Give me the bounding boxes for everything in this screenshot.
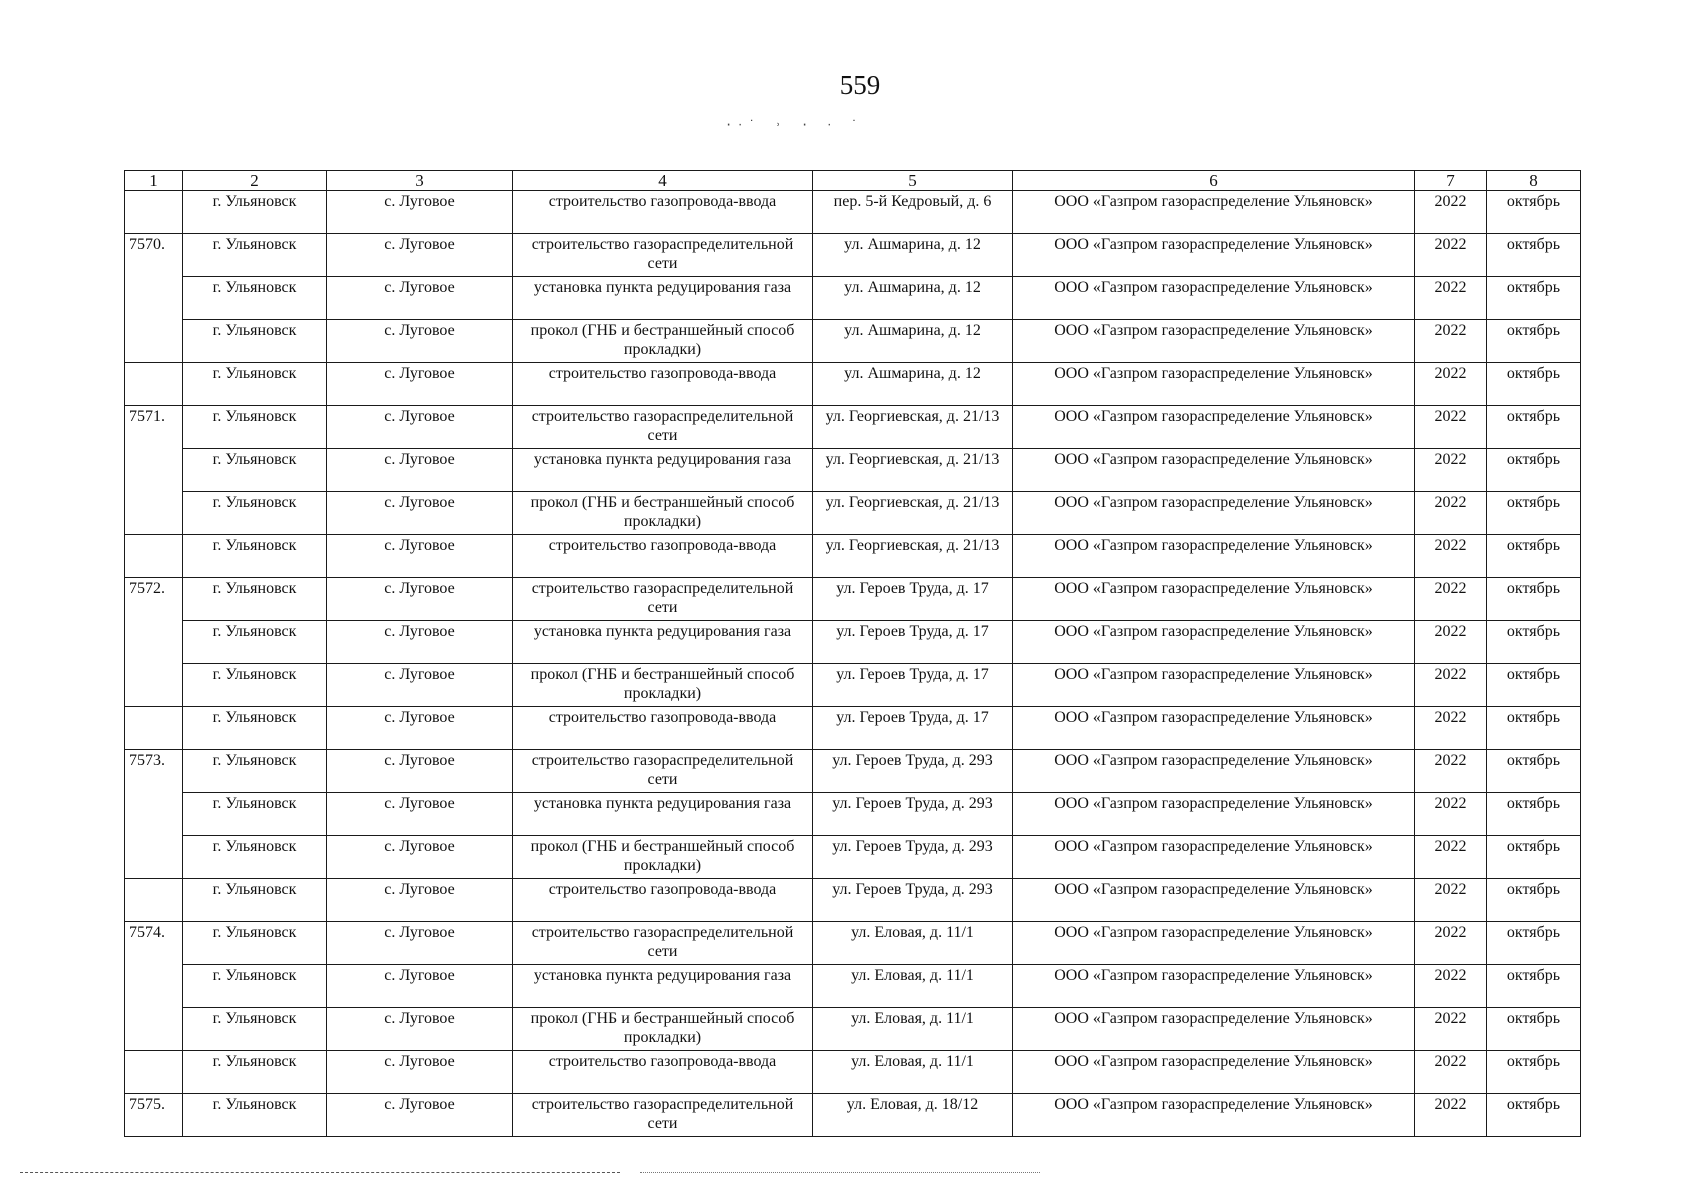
city-cell: г. Ульяновск [183, 1008, 327, 1051]
year-cell: 2022 [1415, 320, 1487, 363]
organization-cell: ООО «Газпром газораспределение Ульяновск» [1013, 535, 1415, 578]
row-number [125, 1051, 183, 1094]
year-cell: 2022 [1415, 750, 1487, 793]
work-type-cell: строительство газораспределительной сети [513, 750, 813, 793]
organization-cell: ООО «Газпром газораспределение Ульяновск» [1013, 406, 1415, 449]
row-number [125, 277, 183, 320]
address-cell: ул. Героев Труда, д. 293 [813, 793, 1013, 836]
work-type-cell: строительство газопровода-ввода [513, 879, 813, 922]
table-row [125, 750, 1581, 793]
month-cell: октябрь [1487, 922, 1581, 965]
row-number [125, 363, 183, 406]
row-number [125, 621, 183, 664]
city-cell: г. Ульяновск [183, 277, 327, 320]
address-cell: ул. Ашмарина, д. 12 [813, 234, 1013, 277]
organization-cell: ООО «Газпром газораспределение Ульяновск» [1013, 750, 1415, 793]
locality-cell: с. Луговое [327, 793, 513, 836]
organization-cell: ООО «Газпром газораспределение Ульяновск» [1013, 1094, 1415, 1137]
city-cell: г. Ульяновск [183, 1051, 327, 1094]
year-cell: 2022 [1415, 191, 1487, 234]
row-number: 7573. [125, 750, 183, 793]
address-cell: ул. Героев Труда, д. 17 [813, 621, 1013, 664]
col-header-5: 5 [813, 171, 1013, 191]
year-cell: 2022 [1415, 363, 1487, 406]
city-cell: г. Ульяновск [183, 234, 327, 277]
month-cell: октябрь [1487, 320, 1581, 363]
organization-cell: ООО «Газпром газораспределение Ульяновск» [1013, 1008, 1415, 1051]
work-type-cell: строительство газопровода-ввода [513, 535, 813, 578]
city-cell: г. Ульяновск [183, 363, 327, 406]
year-cell: 2022 [1415, 1094, 1487, 1137]
year-cell: 2022 [1415, 879, 1487, 922]
locality-cell: с. Луговое [327, 449, 513, 492]
work-type-cell: прокол (ГНБ и бестраншейный способ прокладки) [513, 664, 813, 707]
month-cell: октябрь [1487, 277, 1581, 320]
table-row [125, 707, 1581, 750]
work-type-cell: прокол (ГНБ и бестраншейный способ прокладки) [513, 492, 813, 535]
address-cell: ул. Георгиевская, д. 21/13 [813, 406, 1013, 449]
month-cell: октябрь [1487, 793, 1581, 836]
locality-cell: с. Луговое [327, 234, 513, 277]
row-number: 7572. [125, 578, 183, 621]
work-type-cell: строительство газораспределительной сети [513, 406, 813, 449]
month-cell: октябрь [1487, 1008, 1581, 1051]
col-header-3: 3 [327, 171, 513, 191]
locality-cell: с. Луговое [327, 1094, 513, 1137]
month-cell: октябрь [1487, 965, 1581, 1008]
organization-cell: ООО «Газпром газораспределение Ульяновск» [1013, 664, 1415, 707]
month-cell: октябрь [1487, 234, 1581, 277]
city-cell: г. Ульяновск [183, 535, 327, 578]
work-type-cell: установка пункта редуцирования газа [513, 621, 813, 664]
organization-cell: ООО «Газпром газораспределение Ульяновск» [1013, 707, 1415, 750]
year-cell: 2022 [1415, 1051, 1487, 1094]
organization-cell: ООО «Газпром газораспределение Ульяновск» [1013, 234, 1415, 277]
page-number: 559 [839, 70, 881, 100]
col-header-2: 2 [183, 171, 327, 191]
year-cell: 2022 [1415, 234, 1487, 277]
address-cell: ул. Георгиевская, д. 21/13 [813, 492, 1013, 535]
organization-cell: ООО «Газпром газораспределение Ульяновск» [1013, 879, 1415, 922]
table-row [125, 191, 1581, 234]
table-row [125, 535, 1581, 578]
city-cell: г. Ульяновск [183, 965, 327, 1008]
locality-cell: с. Луговое [327, 707, 513, 750]
city-cell: г. Ульяновск [183, 492, 327, 535]
address-cell: ул. Георгиевская, д. 21/13 [813, 535, 1013, 578]
address-cell: ул. Еловая, д. 11/1 [813, 922, 1013, 965]
address-cell: ул. Еловая, д. 18/12 [813, 1094, 1013, 1137]
table-header [125, 171, 1581, 191]
year-cell: 2022 [1415, 1008, 1487, 1051]
table-row [125, 965, 1581, 1008]
table-body [125, 191, 1581, 1137]
row-number [125, 1008, 183, 1051]
table-row [125, 621, 1581, 664]
city-cell: г. Ульяновск [183, 191, 327, 234]
scan-artifact-marks: ·‧˙ ˒ · ‧ ˙ [725, 118, 864, 132]
table-row [125, 277, 1581, 320]
work-type-cell: прокол (ГНБ и бестраншейный способ прокладки) [513, 320, 813, 363]
address-cell: ул. Героев Труда, д. 17 [813, 578, 1013, 621]
address-cell: ул. Еловая, д. 11/1 [813, 1051, 1013, 1094]
locality-cell: с. Луговое [327, 406, 513, 449]
bottom-rule [20, 1172, 620, 1173]
table-row [125, 1051, 1581, 1094]
year-cell: 2022 [1415, 836, 1487, 879]
year-cell: 2022 [1415, 707, 1487, 750]
year-cell: 2022 [1415, 492, 1487, 535]
work-type-cell: установка пункта редуцирования газа [513, 793, 813, 836]
table-row [125, 492, 1581, 535]
year-cell: 2022 [1415, 664, 1487, 707]
year-cell: 2022 [1415, 406, 1487, 449]
col-header-1: 1 [125, 171, 183, 191]
table-row [125, 922, 1581, 965]
address-cell: ул. Героев Труда, д. 17 [813, 707, 1013, 750]
month-cell: октябрь [1487, 1094, 1581, 1137]
address-cell: ул. Героев Труда, д. 293 [813, 750, 1013, 793]
table-row [125, 1094, 1581, 1137]
year-cell: 2022 [1415, 535, 1487, 578]
address-cell: пер. 5-й Кедровый, д. 6 [813, 191, 1013, 234]
work-type-cell: прокол (ГНБ и бестраншейный способ прокладки) [513, 836, 813, 879]
work-type-cell: строительство газопровода-ввода [513, 707, 813, 750]
locality-cell: с. Луговое [327, 492, 513, 535]
row-number: 7574. [125, 922, 183, 965]
row-number: 7570. [125, 234, 183, 277]
month-cell: октябрь [1487, 449, 1581, 492]
locality-cell: с. Луговое [327, 320, 513, 363]
row-number [125, 535, 183, 578]
address-cell: ул. Героев Труда, д. 17 [813, 664, 1013, 707]
month-cell: октябрь [1487, 492, 1581, 535]
organization-cell: ООО «Газпром газораспределение Ульяновск» [1013, 191, 1415, 234]
locality-cell: с. Луговое [327, 1051, 513, 1094]
city-cell: г. Ульяновск [183, 578, 327, 621]
year-cell: 2022 [1415, 922, 1487, 965]
month-cell: октябрь [1487, 836, 1581, 879]
row-number [125, 191, 183, 234]
row-number [125, 707, 183, 750]
city-cell: г. Ульяновск [183, 750, 327, 793]
work-type-cell: установка пункта редуцирования газа [513, 965, 813, 1008]
city-cell: г. Ульяновск [183, 406, 327, 449]
locality-cell: с. Луговое [327, 879, 513, 922]
month-cell: октябрь [1487, 406, 1581, 449]
table-row [125, 234, 1581, 277]
year-cell: 2022 [1415, 965, 1487, 1008]
city-cell: г. Ульяновск [183, 879, 327, 922]
month-cell: октябрь [1487, 1051, 1581, 1094]
address-cell: ул. Георгиевская, д. 21/13 [813, 449, 1013, 492]
organization-cell: ООО «Газпром газораспределение Ульяновск» [1013, 793, 1415, 836]
work-type-cell: строительство газораспределительной сети [513, 1094, 813, 1137]
address-cell: ул. Ашмарина, д. 12 [813, 363, 1013, 406]
address-cell: ул. Еловая, д. 11/1 [813, 1008, 1013, 1051]
table-row [125, 363, 1581, 406]
col-header-8: 8 [1487, 171, 1581, 191]
organization-cell: ООО «Газпром газораспределение Ульяновск» [1013, 922, 1415, 965]
organization-cell: ООО «Газпром газораспределение Ульяновск» [1013, 621, 1415, 664]
locality-cell: с. Луговое [327, 191, 513, 234]
month-cell: октябрь [1487, 664, 1581, 707]
city-cell: г. Ульяновск [183, 320, 327, 363]
locality-cell: с. Луговое [327, 836, 513, 879]
address-cell: ул. Еловая, д. 11/1 [813, 965, 1013, 1008]
row-number [125, 965, 183, 1008]
row-number [125, 836, 183, 879]
city-cell: г. Ульяновск [183, 664, 327, 707]
locality-cell: с. Луговое [327, 664, 513, 707]
month-cell: октябрь [1487, 879, 1581, 922]
city-cell: г. Ульяновск [183, 922, 327, 965]
locality-cell: с. Луговое [327, 621, 513, 664]
work-type-cell: установка пункта редуцирования газа [513, 449, 813, 492]
organization-cell: ООО «Газпром газораспределение Ульяновск» [1013, 492, 1415, 535]
table-row [125, 664, 1581, 707]
col-header-4: 4 [513, 171, 813, 191]
year-cell: 2022 [1415, 793, 1487, 836]
address-cell: ул. Героев Труда, д. 293 [813, 836, 1013, 879]
table-row [125, 406, 1581, 449]
month-cell: октябрь [1487, 578, 1581, 621]
table-row [125, 879, 1581, 922]
row-number [125, 449, 183, 492]
city-cell: г. Ульяновск [183, 793, 327, 836]
organization-cell: ООО «Газпром газораспределение Ульяновск» [1013, 1051, 1415, 1094]
table-row [125, 793, 1581, 836]
col-header-7: 7 [1415, 171, 1487, 191]
address-cell: ул. Героев Труда, д. 293 [813, 879, 1013, 922]
row-number: 7571. [125, 406, 183, 449]
organization-cell: ООО «Газпром газораспределение Ульяновск» [1013, 965, 1415, 1008]
row-number [125, 664, 183, 707]
row-number: 7575. [125, 1094, 183, 1137]
month-cell: октябрь [1487, 750, 1581, 793]
locality-cell: с. Луговое [327, 965, 513, 1008]
work-type-cell: строительство газораспределительной сети [513, 578, 813, 621]
gas-works-table [124, 170, 1581, 1137]
organization-cell: ООО «Газпром газораспределение Ульяновск» [1013, 363, 1415, 406]
col-header-6: 6 [1013, 171, 1415, 191]
organization-cell: ООО «Газпром газораспределение Ульяновск» [1013, 277, 1415, 320]
table-row [125, 320, 1581, 363]
work-type-cell: строительство газораспределительной сети [513, 922, 813, 965]
organization-cell: ООО «Газпром газораспределение Ульяновск» [1013, 320, 1415, 363]
table-row [125, 449, 1581, 492]
organization-cell: ООО «Газпром газораспределение Ульяновск» [1013, 449, 1415, 492]
year-cell: 2022 [1415, 621, 1487, 664]
city-cell: г. Ульяновск [183, 836, 327, 879]
locality-cell: с. Луговое [327, 277, 513, 320]
month-cell: октябрь [1487, 363, 1581, 406]
locality-cell: с. Луговое [327, 1008, 513, 1051]
month-cell: октябрь [1487, 191, 1581, 234]
work-type-cell: строительство газопровода-ввода [513, 363, 813, 406]
row-number [125, 320, 183, 363]
table-row [125, 578, 1581, 621]
address-cell: ул. Ашмарина, д. 12 [813, 320, 1013, 363]
locality-cell: с. Луговое [327, 363, 513, 406]
work-type-cell: строительство газораспределительной сети [513, 234, 813, 277]
locality-cell: с. Луговое [327, 535, 513, 578]
bottom-rule-dotted [640, 1172, 1040, 1173]
month-cell: октябрь [1487, 535, 1581, 578]
work-type-cell: прокол (ГНБ и бестраншейный способ прокладки) [513, 1008, 813, 1051]
header-row [125, 171, 1581, 191]
city-cell: г. Ульяновск [183, 449, 327, 492]
organization-cell: ООО «Газпром газораспределение Ульяновск» [1013, 836, 1415, 879]
row-number [125, 492, 183, 535]
locality-cell: с. Луговое [327, 578, 513, 621]
row-number [125, 793, 183, 836]
work-type-cell: установка пункта редуцирования газа [513, 277, 813, 320]
city-cell: г. Ульяновск [183, 1094, 327, 1137]
city-cell: г. Ульяновск [183, 621, 327, 664]
year-cell: 2022 [1415, 578, 1487, 621]
organization-cell: ООО «Газпром газораспределение Ульяновск» [1013, 578, 1415, 621]
work-type-cell: строительство газопровода-ввода [513, 1051, 813, 1094]
city-cell: г. Ульяновск [183, 707, 327, 750]
work-type-cell: строительство газопровода-ввода [513, 191, 813, 234]
year-cell: 2022 [1415, 449, 1487, 492]
table-row [125, 836, 1581, 879]
month-cell: октябрь [1487, 621, 1581, 664]
row-number [125, 879, 183, 922]
table-row [125, 1008, 1581, 1051]
locality-cell: с. Луговое [327, 922, 513, 965]
year-cell: 2022 [1415, 277, 1487, 320]
address-cell: ул. Ашмарина, д. 12 [813, 277, 1013, 320]
locality-cell: с. Луговое [327, 750, 513, 793]
month-cell: октябрь [1487, 707, 1581, 750]
